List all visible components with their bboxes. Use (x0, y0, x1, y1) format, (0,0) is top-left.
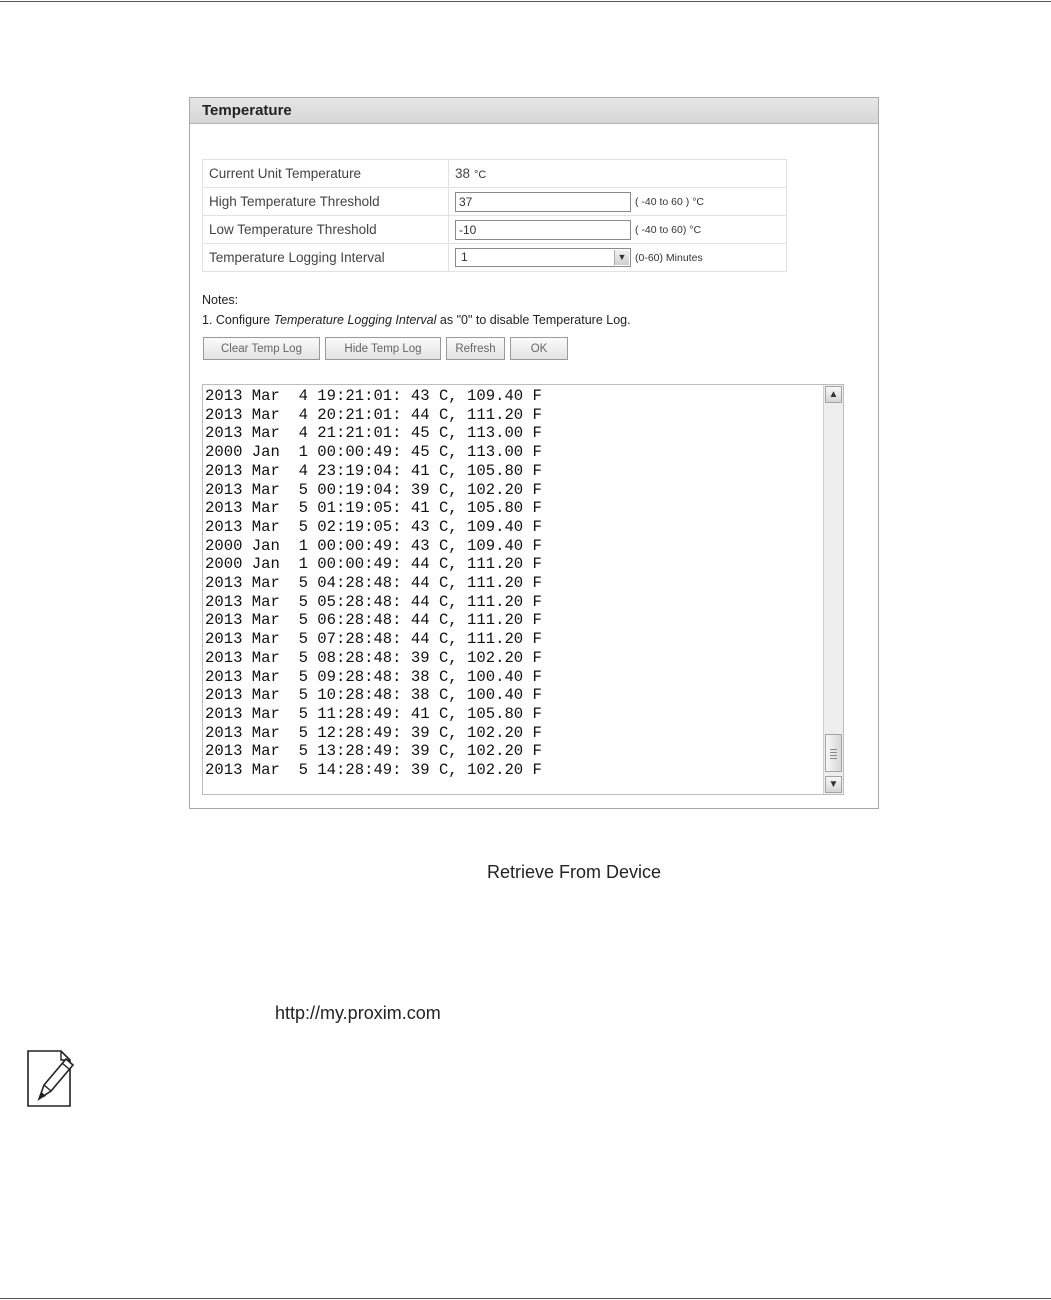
low-threshold-range-hint: ( -40 to 60) °C (635, 223, 702, 236)
log-line: 2013 Mar 5 07:28:48: 44 C, 111.20 F (205, 630, 542, 649)
notes-section (202, 290, 631, 330)
settings-row-low-threshold (203, 216, 787, 244)
log-line: 2013 Mar 4 21:21:01: 45 C, 113.00 F (205, 424, 542, 443)
logging-interval-label: Temperature Logging Interval (203, 244, 449, 272)
scroll-grip-line (830, 752, 837, 753)
high-threshold-value-cell (449, 188, 787, 216)
retrieve-from-device-text: Retrieve From Device (487, 862, 662, 882)
log-line: 2013 Mar 5 09:28:48: 38 C, 100.40 F (205, 667, 542, 686)
proxim-url-text[interactable]: http://my.proxim.com (275, 1003, 441, 1023)
settings-row-high-threshold (203, 188, 787, 216)
low-threshold-label: Low Temperature Threshold (203, 216, 449, 244)
log-line: 2013 Mar 5 02:19:05: 43 C, 109.40 F (205, 517, 542, 536)
note-item-1-emphasis: Temperature Logging Interval (273, 313, 437, 327)
log-line: 2013 Mar 5 08:28:48: 39 C, 102.20 F (205, 648, 542, 667)
log-line: 2013 Mar 4 23:19:04: 41 C, 105.80 F (205, 461, 542, 480)
current-temperature-value-cell (449, 160, 787, 188)
log-line: 2000 Jan 1 00:00:49: 43 C, 109.40 F (205, 536, 542, 555)
page-top-rule (0, 1, 1051, 2)
log-line: 2013 Mar 5 00:19:04: 39 C, 102.20 F (205, 480, 542, 499)
logging-interval-value-cell (449, 244, 787, 272)
clear-temp-log-button[interactable]: Clear Temp Log (203, 337, 320, 360)
logging-interval-selected-value: 1 (461, 250, 468, 264)
log-scrollbar[interactable] (823, 385, 843, 794)
note-item-1-prefix: 1. Configure (202, 313, 274, 327)
hide-temp-log-button[interactable]: Hide Temp Log (325, 337, 441, 360)
low-threshold-value-cell (449, 216, 787, 244)
note-pencil-icon (25, 1049, 77, 1109)
page-bottom-rule (0, 1298, 1051, 1299)
scroll-grip-line (830, 758, 837, 759)
current-temperature-label: Current Unit Temperature (203, 160, 449, 188)
scroll-grip-line (830, 755, 837, 756)
log-line: 2013 Mar 5 12:28:49: 39 C, 102.20 F (205, 723, 542, 742)
chevron-down-icon[interactable]: ▼ (614, 250, 629, 265)
note-item-1 (202, 310, 631, 330)
notes-heading: Notes: (202, 293, 239, 307)
ok-button[interactable]: OK (510, 337, 568, 360)
log-line: 2013 Mar 4 19:21:01: 43 C, 109.40 F (205, 387, 542, 405)
settings-row-current-temperature (203, 160, 787, 188)
logging-interval-range-hint: (0-60) Minutes (635, 251, 703, 264)
log-line: 2013 Mar 5 11:28:49: 41 C, 105.80 F (205, 704, 542, 723)
logging-interval-select[interactable] (455, 248, 631, 267)
log-line: 2013 Mar 5 10:28:48: 38 C, 100.40 F (205, 686, 542, 705)
temperature-settings-table (202, 159, 787, 272)
temperature-log-lines (205, 387, 542, 780)
scroll-up-arrow-icon[interactable]: ▲ (825, 386, 842, 403)
high-threshold-label: High Temperature Threshold (203, 188, 449, 216)
temperature-panel (189, 97, 879, 809)
current-temperature-value: 38 (455, 166, 471, 181)
log-line: 2013 Mar 5 13:28:49: 39 C, 102.20 F (205, 742, 542, 761)
high-threshold-input[interactable] (455, 192, 631, 212)
log-line: 2000 Jan 1 00:00:49: 44 C, 111.20 F (205, 555, 542, 574)
refresh-button[interactable]: Refresh (446, 337, 505, 360)
scroll-down-arrow-icon[interactable]: ▼ (825, 776, 842, 793)
log-line: 2013 Mar 4 20:21:01: 44 C, 111.20 F (205, 405, 542, 424)
settings-row-logging-interval (203, 244, 787, 272)
scroll-grip-line (830, 749, 837, 750)
log-line: 2013 Mar 5 01:19:05: 41 C, 105.80 F (205, 499, 542, 518)
low-threshold-input[interactable] (455, 220, 631, 240)
log-line: 2013 Mar 5 14:28:49: 39 C, 102.20 F (205, 761, 542, 780)
current-temperature-unit: °C (474, 169, 487, 181)
log-line: 2013 Mar 5 06:28:48: 44 C, 111.20 F (205, 611, 542, 630)
temperature-log-textarea[interactable] (202, 384, 844, 795)
note-item-1-suffix: as "0" to disable Temperature Log. (436, 313, 631, 327)
high-threshold-range-hint: ( -40 to 60 ) °C (635, 195, 704, 208)
log-line: 2000 Jan 1 00:00:49: 45 C, 113.00 F (205, 443, 542, 462)
scroll-thumb[interactable] (825, 734, 842, 772)
log-line: 2013 Mar 5 05:28:48: 44 C, 111.20 F (205, 592, 542, 611)
log-line: 2013 Mar 5 04:28:48: 44 C, 111.20 F (205, 574, 542, 593)
panel-title: Temperature (190, 98, 878, 124)
